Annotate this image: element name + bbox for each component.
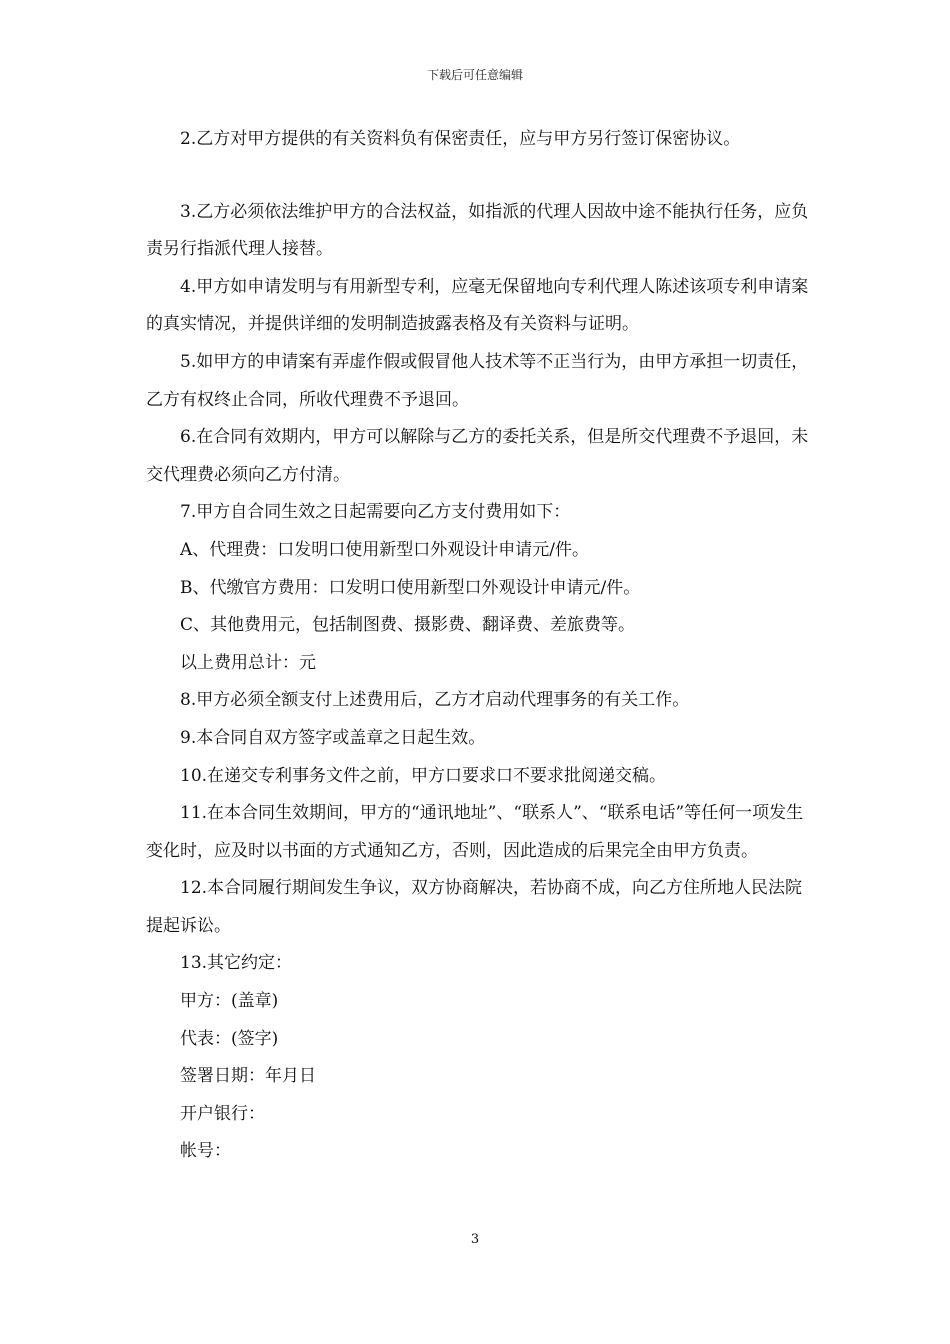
page-header: 下载后可任意编辑 [426,68,523,82]
document-body [146,121,814,1171]
fee-item-c: C、其他费用元，包括制图费、摄影费、翻译费、差旅费等。 [180,615,636,636]
fee-item-b: B、代缴官方费用：口发明口使用新型口外观设计申请元/件。 [180,577,641,598]
clause-8: 8.甲方必须全额支付上述费用后，乙方才启动代理事务的有关工作。 [180,690,690,711]
clause-9: 9.本合同自双方签字或盖章之日起生效。 [180,727,486,748]
clause-12: 12.本合同履行期间发生争议，双方协商解决，若协商不成，向乙方住所地人民法院提起诉讼。 [146,878,803,936]
fee-item-a: A、代理费：口发明口使用新型口外观设计申请元/件。 [180,539,590,560]
clause-10: 10.在递交专利事务文件之前，甲方口要求口不要求批阅递交稿。 [180,765,667,786]
clause-11: 11.在本合同生效期间，甲方的“通讯地址”、“联系人”、“联系电话”等任何一项发生变化时，应及时以书面的方式通知乙方，否则，因此造成的后果完全由甲方负责。 [146,803,804,861]
clause-7: 7.甲方自合同生效之日起需要向乙方支付费用如下： [180,502,571,523]
clause-4: 4.甲方如申请发明与有用新型专利，应毫无保留地向专利代理人陈述该项专利申请案的真实情况，并提供详细的发明制造披露表格及有关资料与证明。 [146,276,809,335]
clause-3: 3.乙方必须依法维护甲方的合法权益，如指派的代理人因故中途不能执行任务，应负责另行指派代理人接替。 [146,201,809,260]
clause-5: 5.如甲方的申请案有弄虚作假或假冒他人技术等不正当行为，由甲方承担一切责任，乙方有权终止合同，所收代理费不予退回。 [146,351,809,410]
bank-name: 开户银行： [180,1103,265,1124]
clause-13: 13.其它约定： [180,953,293,974]
clause-2: 2.乙方对甲方提供的有关资料负有保密责任，应与甲方另行签订保密协议。 [180,129,741,149]
page-number: 3 [470,1232,480,1247]
clause-6: 6.在合同有效期内，甲方可以解除与乙方的委托关系，但是所交代理费不予退回，未交代理费必须向乙方付清。 [146,427,809,485]
party-a-seal: 甲方：(盖章) [180,991,279,1012]
representative-signature: 代表：(签字) [180,1028,279,1049]
signing-date: 签署日期：年月日 [180,1066,316,1087]
fee-total: 以上费用总计：元 [180,652,316,673]
account-number: 帐号： [180,1141,231,1162]
